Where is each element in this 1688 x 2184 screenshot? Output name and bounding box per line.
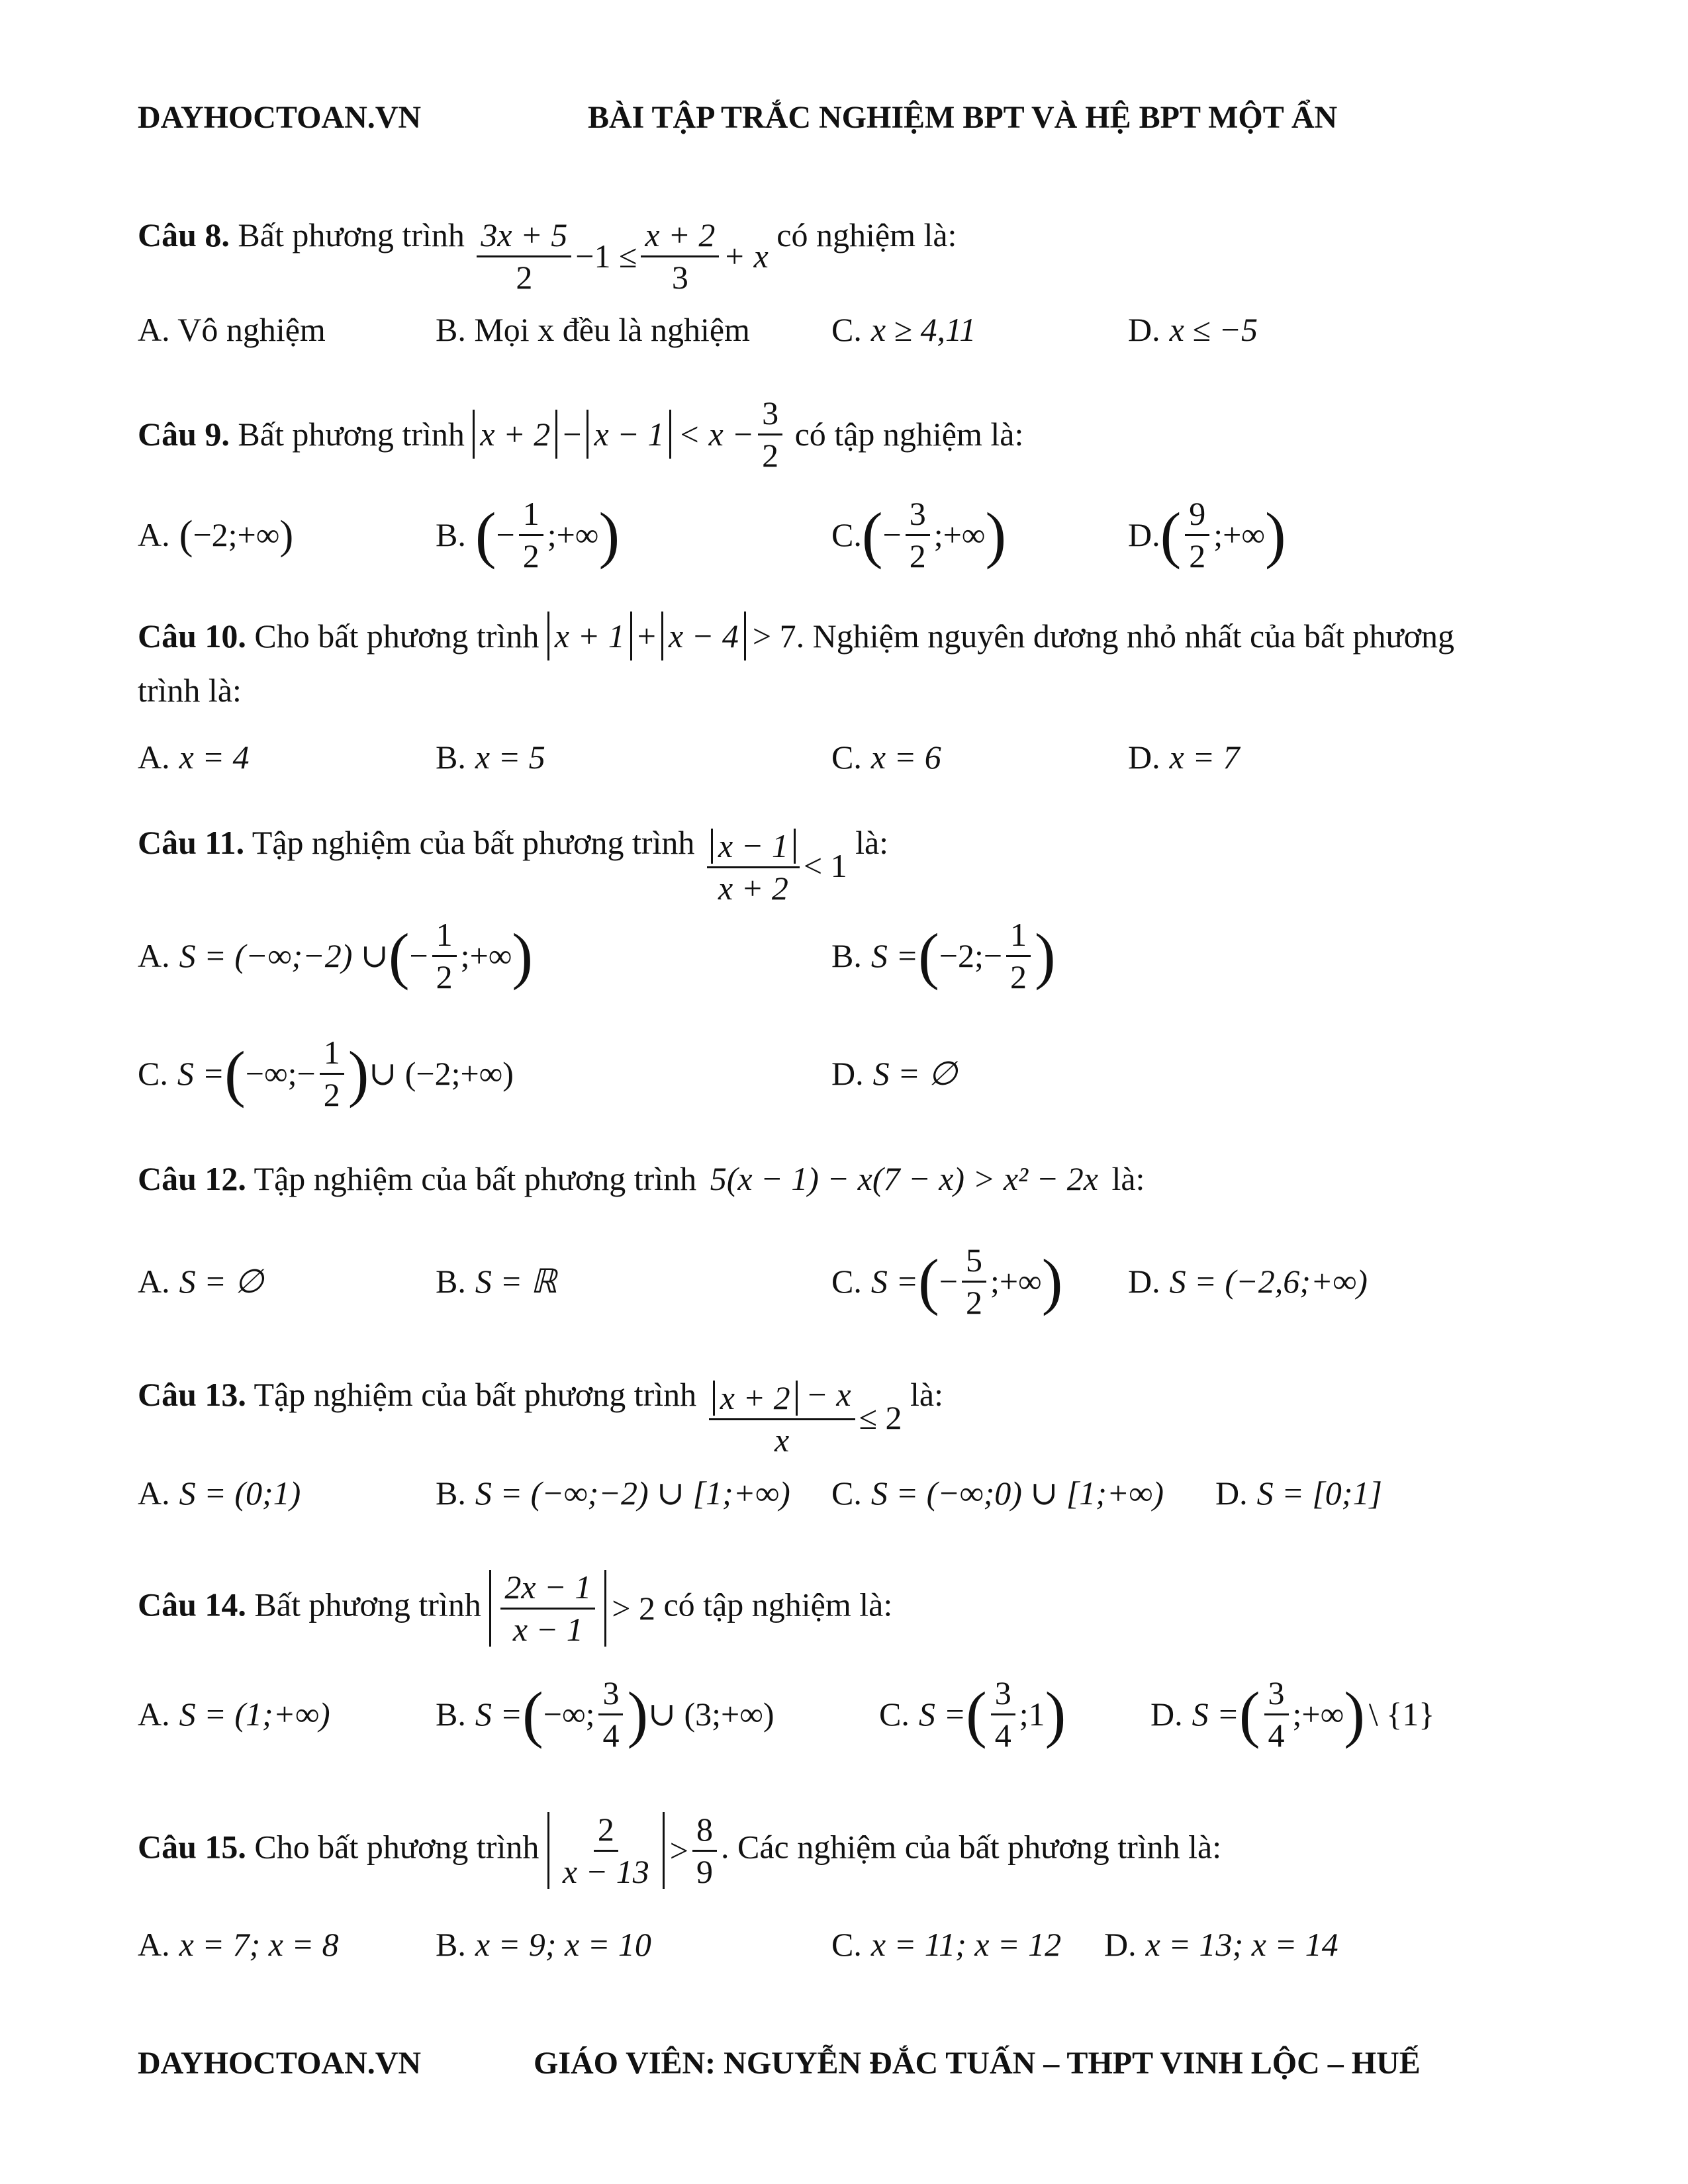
question-10-options xyxy=(138,717,1561,797)
q14-option-c: C. S = ( $\frac{3}{4}$ ;1 ) xyxy=(879,1674,1066,1754)
q12-option-d-math: S = (−2,6;+∞) xyxy=(1169,1263,1368,1300)
q11-option-a-num: 1 xyxy=(432,917,457,957)
q10-option-b-label: B. xyxy=(436,739,466,776)
q12-option-d-label: D. xyxy=(1128,1263,1160,1300)
q11-option-c-num: 1 xyxy=(320,1035,344,1075)
question-14-inequality xyxy=(489,1570,655,1647)
q14-option-c-num: 3 xyxy=(991,1676,1015,1715)
q12-option-b xyxy=(436,1242,557,1321)
q11-option-a-label: A. xyxy=(138,937,170,974)
q14-rel: > 2 xyxy=(612,1590,655,1627)
q12-option-c-label: C. xyxy=(831,1263,862,1300)
q11-option-c-prefix: S = xyxy=(177,1055,225,1092)
q15-frac-num: 2 xyxy=(594,1812,618,1852)
q15-option-a-math: x = 7; x = 8 xyxy=(179,1926,339,1963)
q14-option-b-head: −∞; xyxy=(543,1696,595,1733)
question-10-line2: trình là: xyxy=(138,672,242,709)
q9-option-b: B. ( − $\frac{1}{2}$ ;+∞ ) xyxy=(436,495,620,574)
question-8-label: Câu 8. xyxy=(138,216,230,253)
q8-option-d-label: D. xyxy=(1128,311,1160,348)
q11-frac-num: x − 1 xyxy=(711,829,796,864)
q8-option-a: A. Vô nghiệm xyxy=(138,311,326,348)
footer-site: DAYHOCTOAN.VN xyxy=(138,2046,422,2081)
q11-option-c: C. S = ( −∞;− $\frac{1}{2}$ ) ∪ (−2;+∞) xyxy=(138,1034,514,1113)
question-10-prefix: Cho bất phương trình xyxy=(254,617,539,655)
q12-option-c-den: 2 xyxy=(965,1283,982,1321)
q14-option-d-label: D. xyxy=(1150,1696,1183,1733)
question-10-label: Câu 10. xyxy=(138,617,246,655)
q14-option-b-label: B. xyxy=(436,1696,466,1733)
q12-option-a-math: S = ∅ xyxy=(179,1263,263,1300)
question-9-options xyxy=(138,495,1561,574)
q14-option-b-den: 4 xyxy=(602,1716,620,1754)
q12-option-c-tail: ;+∞ xyxy=(990,1263,1042,1300)
q9-option-b-label: B. xyxy=(436,516,466,553)
q13-option-c-math: S = (−∞;0) ∪ [1;+∞) xyxy=(870,1475,1164,1512)
q15-option-b-math: x = 9; x = 10 xyxy=(475,1926,651,1963)
question-15-suffix: . Các nghiệm của bất phương trình là: xyxy=(720,1828,1222,1866)
q9-option-d: D. ( $\frac{9}{2}$ ;+∞ ) xyxy=(1128,495,1286,574)
question-14-prefix: Bất phương trình xyxy=(254,1586,481,1623)
q13-option-c-label: C. xyxy=(831,1475,862,1512)
q9-option-c-den: 2 xyxy=(909,537,926,574)
question-13-suffix: là: xyxy=(910,1376,943,1413)
q10-option-c xyxy=(831,717,941,797)
q9-rel: < x − xyxy=(678,416,755,453)
q14-option-b-prefix: S = xyxy=(475,1696,523,1733)
q12-option-c: C. S = ( − $\frac{5}{2}$ ;+∞ ) xyxy=(831,1242,1063,1321)
q9-option-c-label: C. xyxy=(831,516,862,553)
q11-option-d-label: D. xyxy=(831,1055,864,1092)
q15-option-d-label: D. xyxy=(1104,1926,1137,1963)
q11-option-d-math: S = ∅ xyxy=(872,1055,957,1092)
q8-frac2-num: x + 2 xyxy=(641,218,719,257)
q14-option-d-den: 4 xyxy=(1268,1716,1285,1754)
q9-option-b-num: 1 xyxy=(519,496,543,536)
footer-teacher: GIÁO VIÊN: NGUYỄN ĐẮC TUẤN – THPT VINH LỘC – HUẾ xyxy=(534,2046,1421,2081)
question-12-expression: 5(x − 1) − x(7 − x) > x² − 2x xyxy=(710,1160,1098,1197)
q10-option-b-math: x = 5 xyxy=(475,739,545,776)
question-9-suffix: có tập nghiệm là: xyxy=(794,416,1024,453)
question-9-inequality xyxy=(473,396,786,473)
question-8-prefix: Bất phương trình xyxy=(238,216,465,253)
q9-option-d-num: 9 xyxy=(1185,496,1209,536)
q13-option-a xyxy=(138,1453,301,1533)
q13-frac-num-abs: x + 2 xyxy=(713,1381,798,1416)
question-13-label: Câu 13. xyxy=(138,1376,246,1413)
question-13 xyxy=(138,1370,1561,1457)
question-12-options xyxy=(138,1242,1561,1321)
q13-option-d-label: D. xyxy=(1215,1475,1248,1512)
q9-option-a-label: A. xyxy=(138,516,170,553)
q15-option-a xyxy=(138,1905,339,1984)
q15-option-a-label: A. xyxy=(138,1926,170,1963)
q9-option-d-den: 2 xyxy=(1189,537,1206,574)
q11-option-a-sign: − xyxy=(409,937,428,974)
q13-option-b-math: S = (−∞;−2) ∪ [1;+∞) xyxy=(475,1475,790,1512)
q15-frac2-num: 8 xyxy=(692,1812,717,1852)
question-10-inequality xyxy=(547,612,804,660)
q11-option-c-label: C. xyxy=(138,1055,168,1092)
q9-abs1: x + 2 xyxy=(473,410,557,459)
q9-option-b-den: 2 xyxy=(522,537,539,574)
question-14-options xyxy=(138,1674,1561,1754)
q8-option-d xyxy=(1128,290,1258,369)
q10-option-d-math: x = 7 xyxy=(1169,739,1240,776)
question-15-prefix: Cho bất phương trình xyxy=(254,1828,539,1866)
q14-option-a xyxy=(138,1674,330,1754)
q9-minus: − xyxy=(563,416,582,453)
q13-option-d-math: S = [0;1] xyxy=(1256,1475,1382,1512)
q10-abs1: x + 1 xyxy=(547,612,632,660)
q10-option-d xyxy=(1128,717,1240,797)
q9-option-b-sign: − xyxy=(496,516,515,553)
q10-option-b xyxy=(436,717,545,797)
q11-option-b-prefix: S = xyxy=(870,937,919,974)
question-12-prefix: Tập nghiệm của bất phương trình xyxy=(254,1160,697,1197)
q15-option-b-label: B. xyxy=(436,1926,466,1963)
question-11-suffix: là: xyxy=(855,824,889,861)
q9-option-c: C. ( − $\frac{3}{2}$ ;+∞ ) xyxy=(831,495,1007,574)
q9-option-c-sign: − xyxy=(882,516,902,553)
question-8-inequality xyxy=(473,218,768,295)
q10-option-a-label: A. xyxy=(138,739,170,776)
question-14-suffix: có tập nghiệm là: xyxy=(663,1586,893,1623)
question-9-prefix: Bất phương trình xyxy=(238,416,465,453)
question-11-options-row1 xyxy=(138,916,1561,995)
q11-option-b-label: B. xyxy=(831,937,862,974)
question-10-suffix: Nghiệm nguyên dương nhỏ nhất của bất phương xyxy=(812,617,1455,655)
q14-option-d: D. S = ( $\frac{3}{4}$ ;+∞ ) \ {1} xyxy=(1150,1674,1435,1754)
question-11-label: Câu 11. xyxy=(138,824,245,861)
q12-option-b-math: S = ℝ xyxy=(475,1263,557,1300)
q14-option-c-den: 4 xyxy=(994,1716,1011,1754)
question-15-options xyxy=(138,1905,1561,1984)
question-15-inequality xyxy=(547,1812,721,1889)
q8-option-d-math: x ≤ −5 xyxy=(1169,311,1258,348)
q8-tail: + x xyxy=(723,238,769,275)
q15-option-c-math: x = 11; x = 12 xyxy=(870,1926,1062,1963)
q10-option-a-math: x = 4 xyxy=(179,739,250,776)
q11-option-c-head: −∞;− xyxy=(245,1055,316,1092)
q11-rel: < 1 xyxy=(803,846,847,884)
question-9-label: Câu 9. xyxy=(138,416,230,453)
q9-option-a: A. ( −2;+∞ ) xyxy=(138,511,294,558)
question-10 xyxy=(138,612,1561,660)
q13-frac-num-tail: − x xyxy=(806,1376,851,1413)
q14-option-d-exclusion: \ {1} xyxy=(1368,1696,1435,1733)
q13-frac-den: x xyxy=(774,1421,790,1459)
question-15-label: Câu 15. xyxy=(138,1828,246,1866)
q9-frac-den: 2 xyxy=(762,436,779,474)
q15-frac-den: x − 13 xyxy=(562,1852,649,1890)
q14-option-a-math: S = (1;+∞) xyxy=(179,1696,330,1733)
question-13-inequality xyxy=(705,1377,902,1457)
question-9 xyxy=(138,396,1561,473)
q13-option-b-label: B. xyxy=(436,1475,466,1512)
q14-option-a-label: A. xyxy=(138,1696,170,1733)
question-14 xyxy=(138,1570,1561,1647)
q14-option-b-tail: ∪ (3;+∞) xyxy=(648,1696,774,1733)
q12-option-b-label: B. xyxy=(436,1263,466,1300)
q9-abs2: x − 1 xyxy=(586,410,671,459)
q15-frac2-den: 9 xyxy=(696,1852,713,1890)
q10-abs2: x − 4 xyxy=(661,612,746,660)
q15-option-b xyxy=(436,1905,651,1984)
q14-option-d-num: 3 xyxy=(1264,1676,1289,1715)
q8-option-c xyxy=(831,290,976,369)
question-14-label: Câu 14. xyxy=(138,1586,246,1623)
q12-option-c-sign: − xyxy=(939,1263,958,1300)
q15-option-c-label: C. xyxy=(831,1926,862,1963)
q8-frac1-num: 3x + 5 xyxy=(477,218,571,257)
q9-option-c-tail: ;+∞ xyxy=(933,516,986,553)
q11-option-b-num: 1 xyxy=(1006,917,1031,957)
q9-option-d-label: D. xyxy=(1128,516,1160,553)
q9-frac-num: 3 xyxy=(758,396,782,435)
q8-frac2-den: 3 xyxy=(671,258,688,296)
q13-option-a-math: S = (0;1) xyxy=(179,1475,301,1512)
question-13-prefix: Tập nghiệm của bất phương trình xyxy=(254,1376,697,1413)
q15-option-d-math: x = 13; x = 14 xyxy=(1145,1926,1338,1963)
q10-option-d-label: D. xyxy=(1128,739,1160,776)
q9-option-b-tail: ;+∞ xyxy=(547,516,599,553)
q14-option-d-prefix: S = xyxy=(1192,1696,1239,1733)
header-site: DAYHOCTOAN.VN xyxy=(138,100,422,135)
q11-option-c-tail: ∪ (−2;+∞) xyxy=(369,1055,514,1092)
question-12-label: Câu 12. xyxy=(138,1160,246,1197)
q10-rel: > 7. xyxy=(752,617,805,655)
q11-option-b-head: −2;− xyxy=(939,937,1003,974)
question-11-inequality xyxy=(703,825,847,905)
q11-option-c-den: 2 xyxy=(323,1075,340,1113)
q8-option-b: B. Mọi x đều là nghiệm xyxy=(436,311,750,348)
question-12-suffix: là: xyxy=(1111,1160,1145,1197)
q11-option-b-den: 2 xyxy=(1010,958,1027,995)
q14-frac-num: 2x − 1 xyxy=(500,1570,595,1610)
q9-option-d-tail: ;+∞ xyxy=(1213,516,1265,553)
q12-option-c-prefix: S = xyxy=(870,1263,919,1300)
q15-option-d xyxy=(1104,1905,1338,1984)
question-13-options xyxy=(138,1453,1561,1533)
q13-option-b xyxy=(436,1453,790,1533)
q8-option-c-math: x ≥ 4,11 xyxy=(870,311,976,348)
q13-rel: ≤ 2 xyxy=(859,1398,902,1436)
q11-option-a: A. S = (−∞;−2) ∪ ( − $\frac{1}{2}$ ;+∞ ) xyxy=(138,916,534,995)
q11-option-a-prefix: S = (−∞;−2) ∪ xyxy=(179,937,389,974)
question-11 xyxy=(138,818,1561,905)
q13-option-d xyxy=(1215,1453,1382,1533)
q11-option-d xyxy=(831,1034,957,1113)
question-8-options xyxy=(138,290,1561,369)
q9-option-c-num: 3 xyxy=(906,496,930,536)
q14-frac-den: x − 1 xyxy=(512,1610,583,1648)
q9-option-a-math: −2;+∞ xyxy=(193,516,280,553)
q14-option-c-prefix: S = xyxy=(918,1696,966,1733)
q15-rel: > xyxy=(669,1832,688,1869)
q8-option-c-label: C. xyxy=(831,311,862,348)
q14-option-b-num: 3 xyxy=(598,1676,623,1715)
q12-option-a-label: A. xyxy=(138,1263,170,1300)
q11-option-a-den: 2 xyxy=(436,958,453,995)
q14-option-b: B. S = ( −∞; $\frac{3}{4}$ ) ∪ (3;+∞) xyxy=(436,1674,774,1754)
q10-option-c-math: x = 6 xyxy=(870,739,941,776)
q14-option-c-label: C. xyxy=(879,1696,910,1733)
q11-option-b: B. S = ( −2;− $\frac{1}{2}$ ) xyxy=(831,916,1056,995)
q10-plus: + xyxy=(637,617,656,655)
q11-option-a-tail: ;+∞ xyxy=(460,937,512,974)
question-8 xyxy=(138,210,1561,295)
q8-mid: −1 ≤ xyxy=(575,238,637,275)
q14-option-d-tail: ;+∞ xyxy=(1292,1696,1344,1733)
q13-option-a-label: A. xyxy=(138,1475,170,1512)
question-11-prefix: Tập nghiệm của bất phương trình xyxy=(252,824,695,861)
q12-option-d xyxy=(1128,1242,1368,1321)
question-12 xyxy=(138,1154,1561,1203)
header-title: BÀI TẬP TRẮC NGHIỆM BPT VÀ HỆ BPT MỘT ẨN xyxy=(588,100,1338,135)
q11-frac-den: x + 2 xyxy=(718,869,788,907)
q12-option-a xyxy=(138,1242,263,1321)
q10-option-a xyxy=(138,717,250,797)
question-11-options-row2 xyxy=(138,1034,1561,1113)
q10-option-c-label: C. xyxy=(831,739,862,776)
q13-option-c xyxy=(831,1453,1164,1533)
q8-frac1-den: 2 xyxy=(516,258,533,296)
question-8-suffix: có nghiệm là: xyxy=(776,216,957,253)
q12-option-c-num: 5 xyxy=(962,1243,986,1283)
q14-option-c-tail: ;1 xyxy=(1019,1696,1045,1733)
q15-option-c xyxy=(831,1905,1061,1984)
question-15 xyxy=(138,1812,1561,1889)
